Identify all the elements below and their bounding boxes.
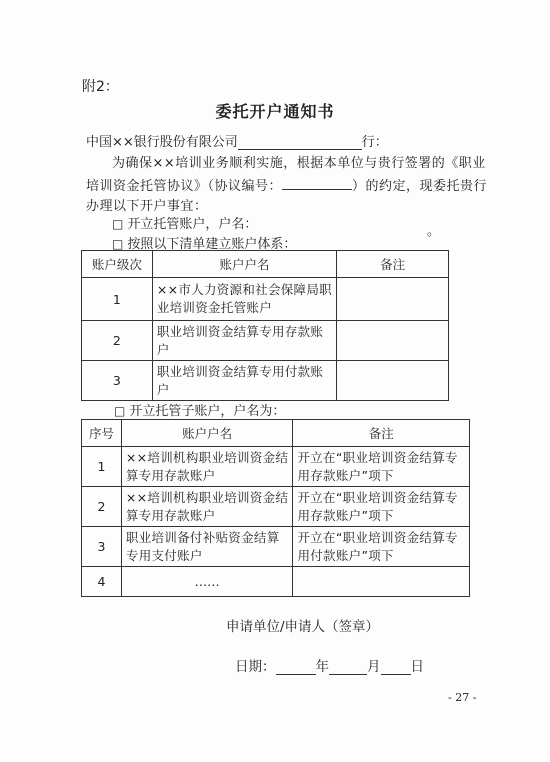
- checkbox-icon: □: [112, 237, 124, 251]
- table-header-row: [82, 420, 470, 447]
- check-item-sub-account: [114, 400, 285, 419]
- cell-name: 职业培训资金结算专用付款账户: [152, 361, 337, 401]
- cell-no: 4: [82, 567, 122, 597]
- checkbox-icon: □: [112, 217, 124, 231]
- cell-no: 2: [82, 487, 122, 527]
- document-title: 委托开户通知书: [215, 102, 335, 121]
- cell-name: 职业培训资金结算专用存款账户: [152, 321, 337, 361]
- table-row: [82, 527, 470, 567]
- month-blank: [329, 660, 367, 675]
- signature-line: 申请单位/申请人（签章）: [226, 619, 380, 635]
- check-item-label: 开立托管账户，户名：: [127, 217, 258, 232]
- header-note: 备注: [293, 420, 470, 447]
- stray-mark: 。: [427, 224, 441, 239]
- table-row: [82, 321, 449, 361]
- header-no: 序号: [82, 420, 122, 447]
- table-row: [82, 447, 470, 487]
- cell-note: 开立在“职业培训资金结算专用存款账户”项下: [293, 487, 470, 527]
- attachment-label: 附2：: [82, 79, 119, 95]
- table-row: [82, 278, 449, 321]
- date-line: [235, 655, 424, 675]
- check-item-label: 开立托管子账户，户名为：: [129, 404, 286, 419]
- table-row: [82, 487, 470, 527]
- cell-name: ××市人力资源和社会保障局职业培训资金托管账户: [152, 278, 337, 321]
- header-level: 账户级次: [82, 251, 153, 278]
- sub-account-table: [81, 419, 470, 597]
- header-note: 备注: [337, 251, 449, 278]
- addressee-line: [86, 131, 388, 150]
- cell-note: [293, 567, 470, 597]
- cell-level: 3: [82, 361, 153, 401]
- header-name: 账户户名: [152, 251, 337, 278]
- page-number: - 27 -: [448, 691, 477, 704]
- header-name: 账户户名: [121, 420, 293, 447]
- cell-level: 2: [82, 321, 153, 361]
- addressee-prefix: 中国××银行股份有限公司: [86, 135, 238, 150]
- cell-no: 1: [82, 447, 122, 487]
- date-day: 日: [410, 659, 424, 675]
- cell-level: 1: [82, 278, 153, 321]
- cell-note: [337, 278, 449, 321]
- day-blank: [381, 660, 411, 675]
- check-item-label: 按照以下清单建立账户体系：: [127, 237, 297, 252]
- table-row: [82, 361, 449, 401]
- cell-name: ××培训机构职业培训资金结算专用存款账户: [121, 447, 293, 487]
- cell-note: [337, 361, 449, 401]
- cell-no: 3: [82, 527, 122, 567]
- cell-note: 开立在“职业培训资金结算专用存款账户”项下: [293, 447, 470, 487]
- table-row: [82, 567, 470, 597]
- date-label: 日期：: [235, 659, 276, 675]
- cell-name: 职业培训备付补贴资金结算专用支付账户: [121, 527, 293, 567]
- year-blank: [276, 660, 316, 675]
- account-system-table: [81, 250, 449, 401]
- date-month: 月: [367, 659, 381, 675]
- agreement-number-blank: [282, 175, 352, 190]
- addressee-suffix: 行：: [361, 135, 388, 150]
- body-paragraph: [86, 154, 490, 218]
- cell-note: 开立在“职业培训资金结算专用付款账户”项下: [293, 527, 470, 567]
- table-header-row: [82, 251, 449, 278]
- cell-name: ……: [121, 567, 293, 597]
- body-text-part2: ）的约定，现委托贵行办理以下开户事宜：: [86, 178, 488, 214]
- checkbox-icon: □: [114, 404, 126, 418]
- date-year: 年: [315, 659, 329, 675]
- check-item-escrow-account: [112, 213, 257, 232]
- cell-name: ××培训机构职业培训资金结算专用存款账户: [121, 487, 293, 527]
- body-text-part1: 为确保××培训业务顺利实施，根据本单位与贵行签署的《职业培训资金托管协议》（协议编号：: [86, 156, 486, 194]
- bank-branch-blank: [238, 135, 362, 150]
- cell-note: [337, 321, 449, 361]
